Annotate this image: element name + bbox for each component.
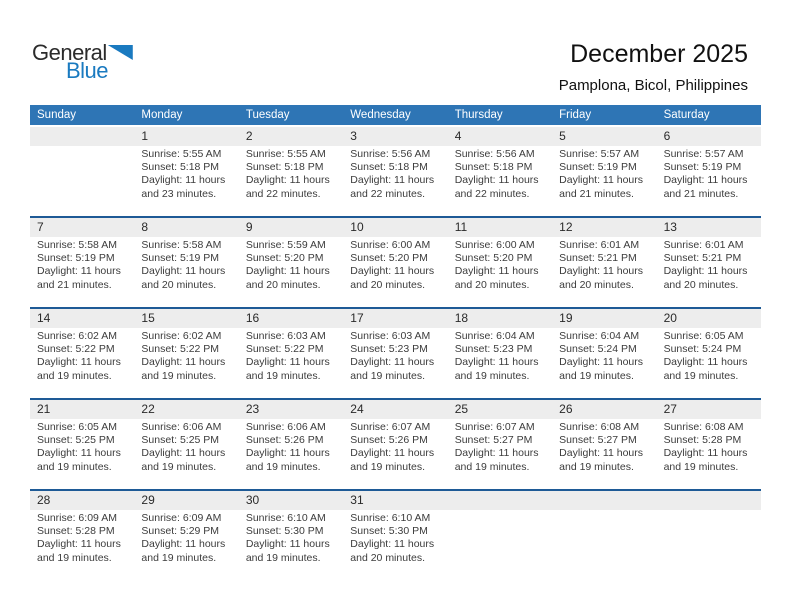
sunrise-text: Sunrise: 6:05 AM <box>663 330 744 342</box>
sunrise-text: Sunrise: 6:08 AM <box>559 421 640 433</box>
sunrise-text: Sunrise: 6:04 AM <box>454 330 535 342</box>
daylight-text: Daylight: 11 hours and 20 minutes. <box>454 265 539 291</box>
day-number: 31 <box>350 493 364 507</box>
daylight-text: Daylight: 11 hours and 19 minutes. <box>37 447 121 473</box>
daylight-text: Daylight: 11 hours and 20 minutes. <box>350 538 435 564</box>
sunrise-text: Sunrise: 6:01 AM <box>663 239 744 251</box>
sunrise-text: Sunrise: 6:09 AM <box>141 512 222 524</box>
day-cell <box>343 146 447 216</box>
day-cell <box>30 510 134 580</box>
daylight-text: Daylight: 11 hours and 19 minutes. <box>245 356 330 382</box>
weekday-header-row <box>30 105 761 125</box>
weekday-header-saturday: Saturday <box>663 109 710 121</box>
daylight-text: Daylight: 11 hours and 19 minutes. <box>141 538 226 564</box>
day-cell <box>30 419 134 489</box>
day-cell <box>448 237 552 307</box>
daylight-text: Daylight: 11 hours and 19 minutes. <box>245 447 330 473</box>
sunset-text: Sunset: 5:20 PM <box>245 252 324 265</box>
daylight-text: Daylight: 11 hours and 22 minutes. <box>350 174 435 200</box>
sunrise-text: Sunrise: 5:59 AM <box>245 239 326 251</box>
sunrise-text: Sunrise: 6:06 AM <box>141 421 222 433</box>
sunrise-text: Sunrise: 6:00 AM <box>454 239 535 251</box>
calendar <box>30 105 761 580</box>
empty-day-number <box>30 127 134 146</box>
sunset-text: Sunset: 5:21 PM <box>559 252 637 265</box>
daylight-text: Daylight: 11 hours and 19 minutes. <box>559 447 643 473</box>
day-cell <box>239 146 343 216</box>
general-blue-logo <box>32 42 133 81</box>
daylight-text: Daylight: 11 hours and 22 minutes. <box>454 174 539 200</box>
logo-text-general: General <box>32 40 107 65</box>
sunrise-text: Sunrise: 6:08 AM <box>663 421 744 433</box>
daylight-text: Daylight: 11 hours and 22 minutes. <box>245 174 330 200</box>
day-cell <box>552 237 656 307</box>
day-cell <box>239 237 343 307</box>
sunset-text: Sunset: 5:22 PM <box>37 343 115 356</box>
daylight-text: Daylight: 11 hours and 20 minutes. <box>141 265 226 291</box>
daylight-text: Daylight: 11 hours and 19 minutes. <box>141 356 226 382</box>
daylight-text: Daylight: 11 hours and 20 minutes. <box>559 265 643 291</box>
day-cell <box>343 328 447 398</box>
sunrise-text: Sunrise: 6:10 AM <box>245 512 326 524</box>
day-number: 20 <box>663 311 677 325</box>
day-number: 22 <box>141 402 155 416</box>
sunrise-text: Sunrise: 5:55 AM <box>141 148 222 160</box>
sunset-text: Sunset: 5:23 PM <box>454 343 533 356</box>
day-cell <box>657 237 761 307</box>
daylight-text: Daylight: 11 hours and 21 minutes. <box>559 174 643 200</box>
sunrise-text: Sunrise: 5:58 AM <box>141 239 222 251</box>
sunset-text: Sunset: 5:20 PM <box>350 252 428 265</box>
day-cell <box>30 328 134 398</box>
sunrise-text: Sunrise: 6:07 AM <box>350 421 431 433</box>
day-number: 6 <box>663 129 671 143</box>
sunrise-text: Sunrise: 6:07 AM <box>454 421 535 433</box>
daylight-text: Daylight: 11 hours and 21 minutes. <box>37 265 121 291</box>
sunset-text: Sunset: 5:28 PM <box>37 525 115 538</box>
sunset-text: Sunset: 5:26 PM <box>245 434 324 447</box>
weekday-header-sunday: Sunday <box>37 109 77 121</box>
daylight-text: Daylight: 11 hours and 19 minutes. <box>37 538 121 564</box>
daylight-text: Daylight: 11 hours and 19 minutes. <box>454 356 539 382</box>
sunset-text: Sunset: 5:18 PM <box>245 161 324 174</box>
day-number: 28 <box>37 493 51 507</box>
daylight-text: Daylight: 11 hours and 21 minutes. <box>663 174 748 200</box>
day-cell <box>134 146 238 216</box>
day-number-band <box>30 218 761 237</box>
day-number: 25 <box>454 402 469 416</box>
day-cell <box>134 237 238 307</box>
empty-day-cell <box>30 146 134 216</box>
sunset-text: Sunset: 5:20 PM <box>454 252 533 265</box>
sunset-text: Sunset: 5:29 PM <box>141 525 220 538</box>
daylight-text: Daylight: 11 hours and 23 minutes. <box>141 174 226 200</box>
week-row <box>30 307 761 398</box>
sunrise-text: Sunrise: 6:06 AM <box>245 421 326 433</box>
sunrise-text: Sunrise: 6:04 AM <box>559 330 640 342</box>
day-cell <box>448 146 552 216</box>
day-number: 12 <box>559 220 573 234</box>
day-cell <box>552 328 656 398</box>
month-title: December 2025 <box>570 40 748 68</box>
day-cell <box>30 237 134 307</box>
sunrise-text: Sunrise: 6:02 AM <box>141 330 222 342</box>
daylight-text: Daylight: 11 hours and 19 minutes. <box>663 356 748 382</box>
day-number: 9 <box>245 220 253 234</box>
empty-day-number <box>448 491 552 510</box>
weekday-header-friday: Friday <box>559 109 592 121</box>
sunrise-text: Sunrise: 6:05 AM <box>37 421 117 433</box>
day-number-band <box>30 400 761 419</box>
day-cell <box>239 510 343 580</box>
sunrise-text: Sunrise: 5:57 AM <box>663 148 744 160</box>
daylight-text: Daylight: 11 hours and 19 minutes. <box>559 356 643 382</box>
day-number-band <box>30 491 761 510</box>
day-cell <box>134 419 238 489</box>
sunrise-text: Sunrise: 5:57 AM <box>559 148 640 160</box>
sunset-text: Sunset: 5:27 PM <box>454 434 533 447</box>
daylight-text: Daylight: 11 hours and 20 minutes. <box>245 265 330 291</box>
day-cell <box>448 328 552 398</box>
day-cell <box>552 419 656 489</box>
week-row <box>30 125 761 216</box>
day-number: 8 <box>141 220 149 234</box>
weekday-header-wednesday: Wednesday <box>350 109 411 121</box>
sunset-text: Sunset: 5:18 PM <box>141 161 220 174</box>
calendar-weeks <box>30 125 761 580</box>
day-number: 24 <box>350 402 364 416</box>
day-number-band <box>30 127 761 146</box>
sunrise-text: Sunrise: 6:09 AM <box>37 512 117 524</box>
daylight-text: Daylight: 11 hours and 19 minutes. <box>663 447 748 473</box>
sunset-text: Sunset: 5:24 PM <box>559 343 637 356</box>
day-number: 17 <box>350 311 364 325</box>
sunrise-text: Sunrise: 5:56 AM <box>454 148 535 160</box>
week-row <box>30 398 761 489</box>
day-cell <box>552 146 656 216</box>
day-number: 30 <box>245 493 260 507</box>
day-number: 2 <box>245 129 253 143</box>
week-row <box>30 489 761 580</box>
day-number: 11 <box>454 220 468 234</box>
daylight-text: Daylight: 11 hours and 19 minutes. <box>454 447 539 473</box>
day-details-band <box>30 510 761 580</box>
sunset-text: Sunset: 5:19 PM <box>141 252 220 265</box>
day-cell <box>343 510 447 580</box>
sunrise-text: Sunrise: 5:58 AM <box>37 239 117 251</box>
day-number: 3 <box>350 129 357 143</box>
empty-day-cell <box>552 510 656 580</box>
day-cell <box>239 419 343 489</box>
sunset-text: Sunset: 5:25 PM <box>141 434 220 447</box>
daylight-text: Daylight: 11 hours and 20 minutes. <box>350 265 435 291</box>
day-number: 23 <box>245 402 260 416</box>
empty-day-number <box>552 491 656 510</box>
sunset-text: Sunset: 5:28 PM <box>663 434 742 447</box>
weekday-header-thursday: Thursday <box>454 109 503 121</box>
day-number: 18 <box>454 311 469 325</box>
logo-text-blue: Blue <box>66 58 109 83</box>
sunset-text: Sunset: 5:21 PM <box>663 252 742 265</box>
sunset-text: Sunset: 5:25 PM <box>37 434 115 447</box>
day-cell <box>239 328 343 398</box>
day-cell <box>343 419 447 489</box>
day-number: 5 <box>559 129 566 143</box>
logo-triangle-icon <box>108 45 133 60</box>
sunset-text: Sunset: 5:24 PM <box>663 343 742 356</box>
day-number: 1 <box>141 129 149 143</box>
daylight-text: Daylight: 11 hours and 20 minutes. <box>663 265 748 291</box>
daylight-text: Daylight: 11 hours and 19 minutes. <box>350 447 435 473</box>
day-cell <box>343 237 447 307</box>
sunrise-text: Sunrise: 6:00 AM <box>350 239 431 251</box>
sunrise-text: Sunrise: 5:56 AM <box>350 148 431 160</box>
day-number: 13 <box>663 220 677 234</box>
weekday-header-tuesday: Tuesday <box>245 109 290 121</box>
day-cell <box>448 419 552 489</box>
weekday-header-monday: Monday <box>141 109 183 121</box>
daylight-text: Daylight: 11 hours and 19 minutes. <box>350 356 435 382</box>
day-cell <box>657 328 761 398</box>
daylight-text: Daylight: 11 hours and 19 minutes. <box>245 538 330 564</box>
header-titles <box>559 40 748 94</box>
daylight-text: Daylight: 11 hours and 19 minutes. <box>37 356 121 382</box>
day-details-band <box>30 419 761 489</box>
sunset-text: Sunset: 5:22 PM <box>141 343 220 356</box>
sunrise-text: Sunrise: 6:01 AM <box>559 239 640 251</box>
sunset-text: Sunset: 5:19 PM <box>663 161 742 174</box>
sunset-text: Sunset: 5:19 PM <box>559 161 637 174</box>
daylight-text: Daylight: 11 hours and 19 minutes. <box>141 447 226 473</box>
day-number: 29 <box>141 493 155 507</box>
day-number: 15 <box>141 311 155 325</box>
day-number: 26 <box>559 402 573 416</box>
empty-day-cell <box>657 510 761 580</box>
week-row <box>30 216 761 307</box>
sunset-text: Sunset: 5:26 PM <box>350 434 428 447</box>
day-number: 7 <box>37 220 44 234</box>
day-cell <box>134 510 238 580</box>
day-cell <box>657 419 761 489</box>
sunset-text: Sunset: 5:18 PM <box>454 161 533 174</box>
day-number: 19 <box>559 311 573 325</box>
sunset-text: Sunset: 5:30 PM <box>245 525 324 538</box>
day-number: 21 <box>37 402 51 416</box>
day-number: 4 <box>454 129 462 143</box>
sunrise-text: Sunrise: 6:10 AM <box>350 512 431 524</box>
sunset-text: Sunset: 5:18 PM <box>350 161 428 174</box>
day-number: 27 <box>663 402 677 416</box>
sunrise-text: Sunrise: 6:03 AM <box>245 330 326 342</box>
sunrise-text: Sunrise: 6:03 AM <box>350 330 431 342</box>
location-subtitle: Pamplona, Bicol, Philippines <box>558 77 748 94</box>
sunrise-text: Sunrise: 5:55 AM <box>245 148 326 160</box>
sunset-text: Sunset: 5:19 PM <box>37 252 115 265</box>
sunset-text: Sunset: 5:22 PM <box>245 343 324 356</box>
day-cell <box>657 146 761 216</box>
day-number: 10 <box>350 220 364 234</box>
day-cell <box>134 328 238 398</box>
day-number: 14 <box>37 311 51 325</box>
day-number: 16 <box>245 311 260 325</box>
day-details-band <box>30 328 761 398</box>
empty-day-cell <box>448 510 552 580</box>
sunset-text: Sunset: 5:30 PM <box>350 525 428 538</box>
day-number-band <box>30 309 761 328</box>
empty-day-number <box>657 491 761 510</box>
sunset-text: Sunset: 5:23 PM <box>350 343 428 356</box>
day-details-band <box>30 237 761 307</box>
sunrise-text: Sunrise: 6:02 AM <box>37 330 117 342</box>
day-details-band <box>30 146 761 216</box>
sunset-text: Sunset: 5:27 PM <box>559 434 637 447</box>
